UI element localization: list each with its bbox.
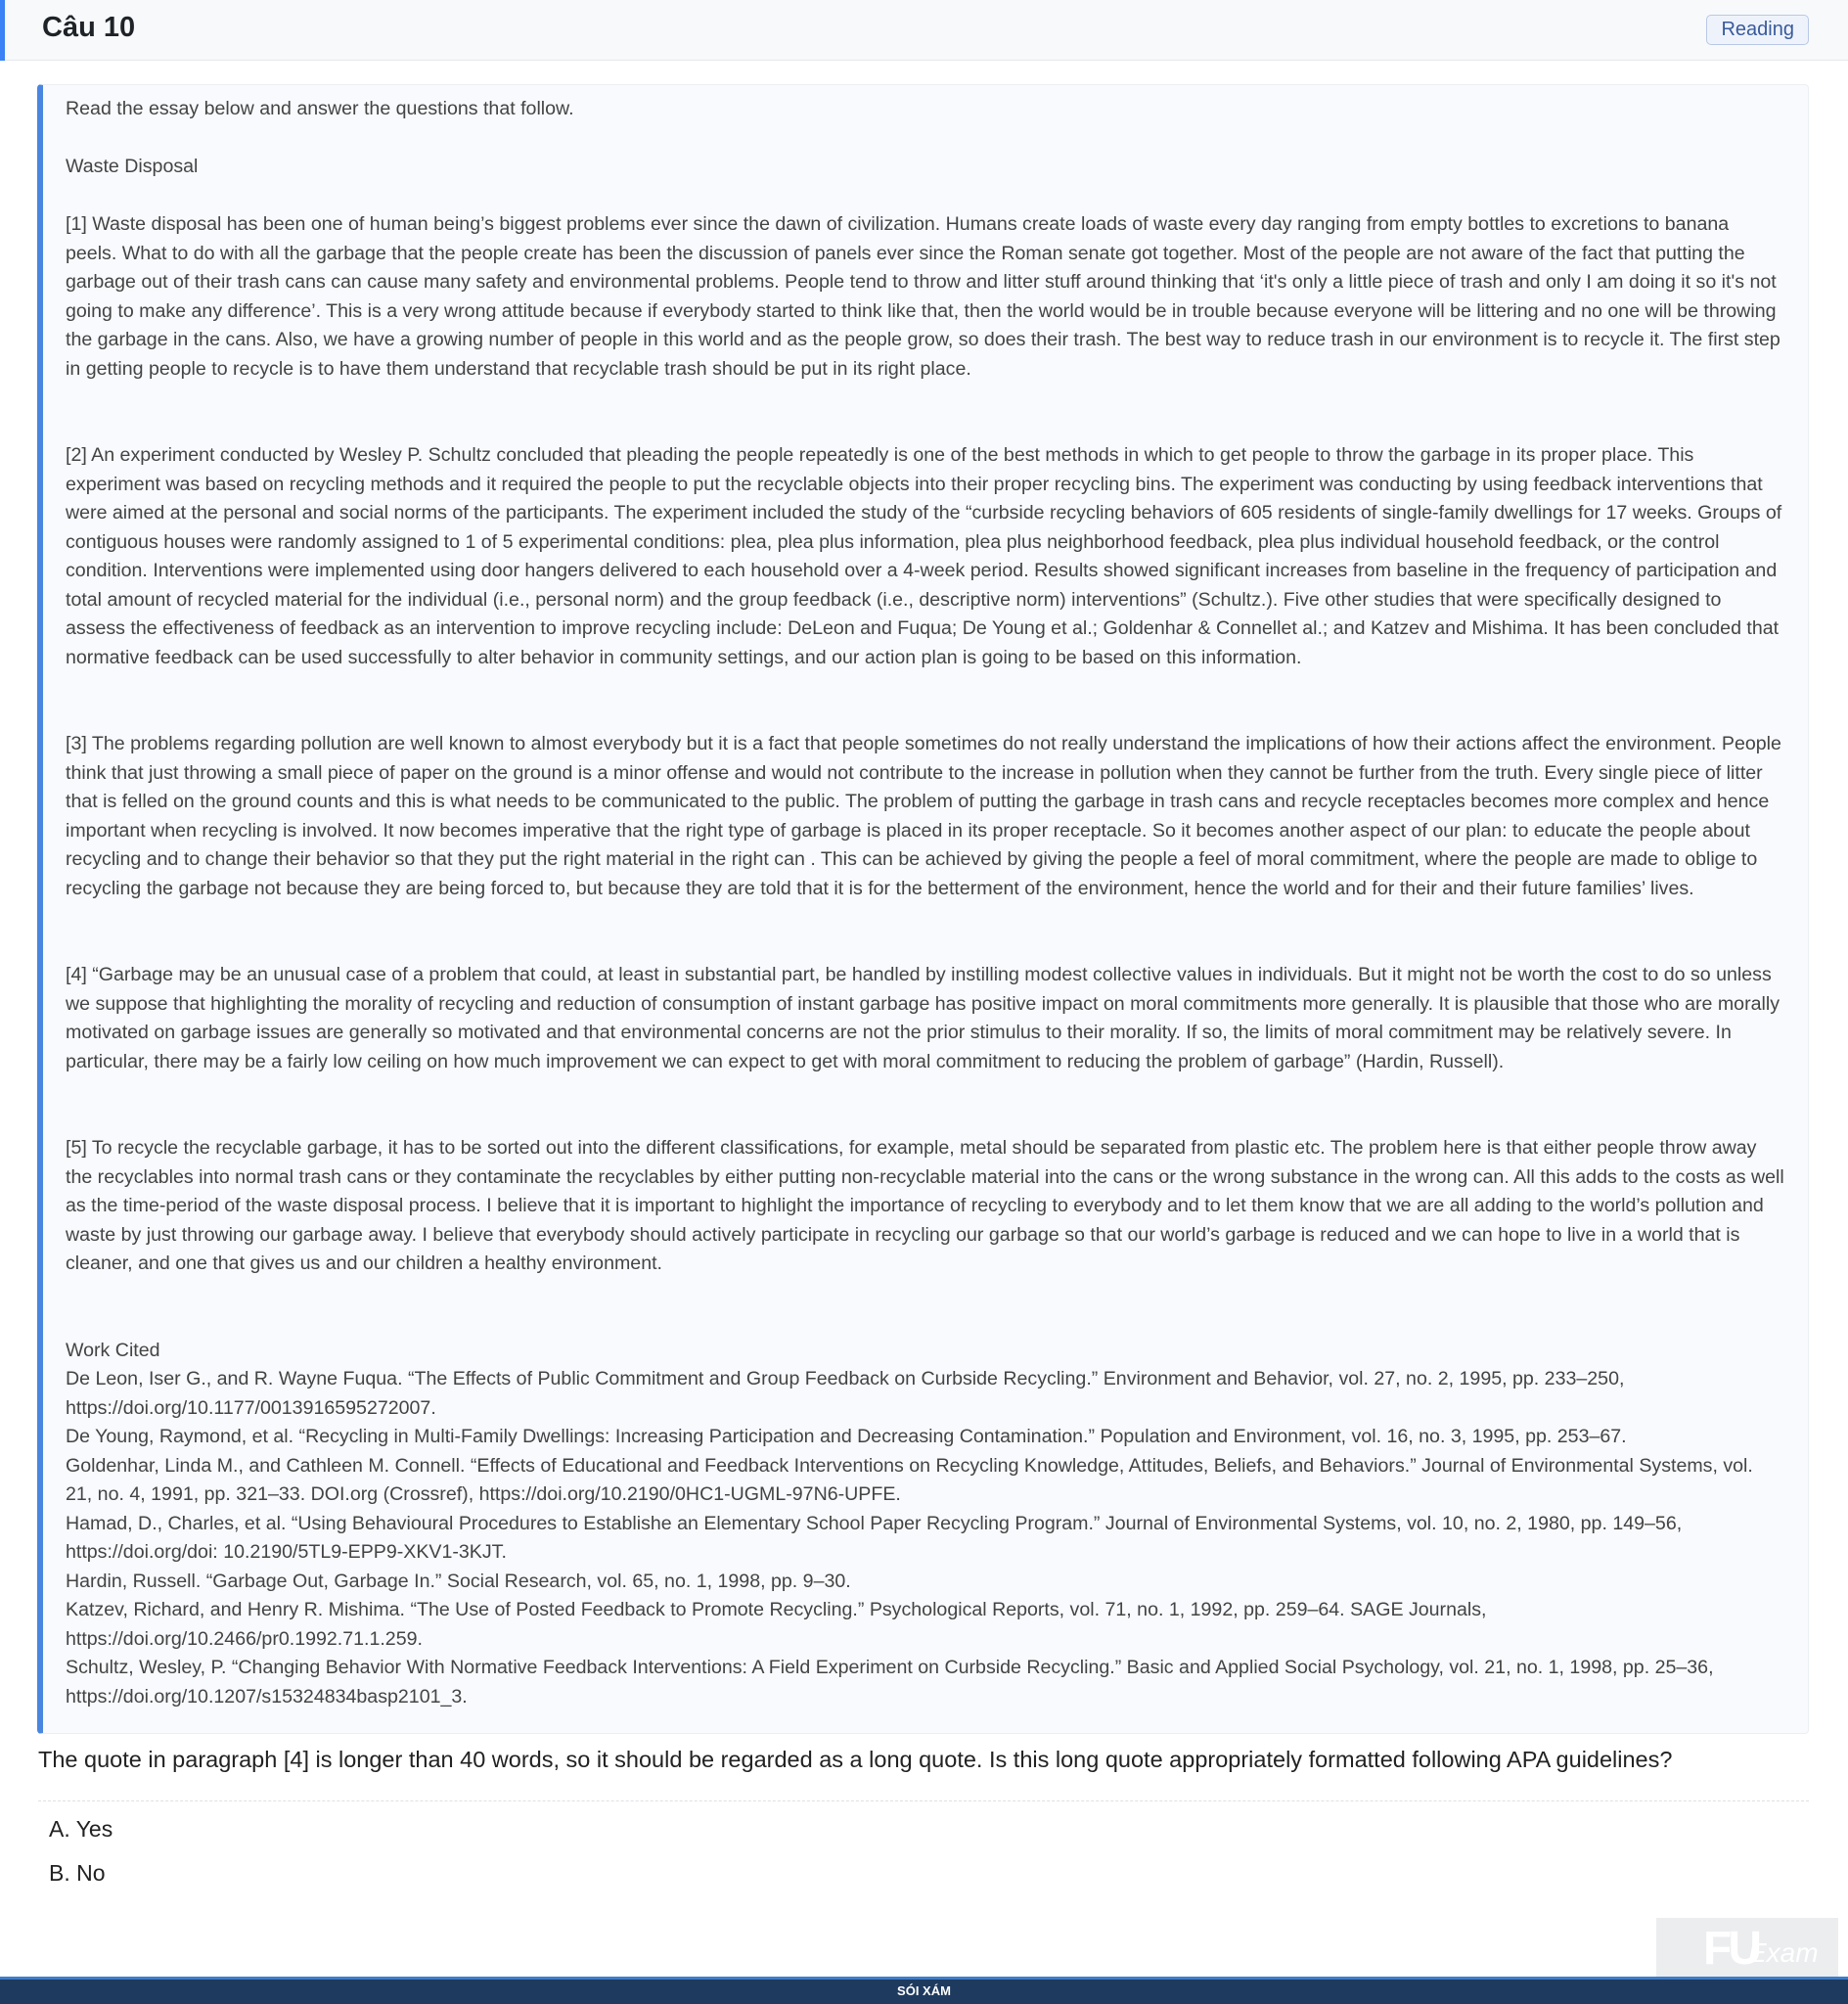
citation-item: Goldenhar, Linda M., and Cathleen M. Connell. “Effects of Educational and Feedback Interventions on Recycling Knowledge, Attitudes, Beliefs, and Behaviors.” Journal of Environmental Systems, vol. 21, no. 4, 1991, pp. 321–33. DOI.org (Crossref), https://doi.org/10.2190/0HC1-UGML-97N6-UPFE. <box>66 1454 1753 1505</box>
category-badge: Reading <box>1706 15 1809 45</box>
works-cited-heading: Work Cited <box>66 1339 160 1361</box>
essay-title: Waste Disposal <box>66 156 199 177</box>
paragraph-3: [3] The problems regarding pollution are well known to almost everybody but it is a fact that people sometimes do not really understand the implications of how their actions affect the environment. People think that just throwing a small piece of paper on the ground is a minor offense and would not contribute to the increase in pollution when they cannot be further from the truth. Every single piece of litter that is felled on the ground counts and this is what needs to be communicated to the public. The problem of putting the garbage in trash cans and recycle receptacles becomes more complex and hence important when recycling is involved. It now becomes imperative that the right type of garbage is placed in its proper receptacle. So it becomes another aspect of our plan: to educate the people about recycling and to change their behavior so that they put the right material in the right can . This can be achieved by giving the people a feel of moral commitment, where the people are made to oblige to recycling the garbage not because they are being forced to, but because they are told that it is for the betterment of the environment, hence the world and for their and their future families’ lives. <box>66 733 1781 899</box>
citation-item: Hardin, Russell. “Garbage Out, Garbage In.” Social Research, vol. 65, no. 1, 1998, pp. 9–30. <box>66 1570 851 1592</box>
citation-item: De Leon, Iser G., and R. Wayne Fuqua. “The Effects of Public Commitment and Group Feedback on Curbside Recycling.” Environment and Behavior, vol. 27, no. 2, 1995, pp. 233–250, https://doi.org/10.1177/0013916595272007. <box>66 1368 1625 1419</box>
watermark-logo-text: Exam <box>1748 1937 1819 1968</box>
paragraph-5: [5] To recycle the recyclable garbage, it has to be sorted out into the different classifications, for example, metal should be separated from plastic etc. The problem here is that either people throw away the recyclables into normal trash cans or they contaminate the recyclables by either putting non-recyclable material into the cans or the wrong substance in the wrong can. All this adds to the costs as well as the time-period of the waste disposal process. I believe that it is important to highlight the importance of recycling to everybody and to let them know that we are all adding to the world’s pollution and waste by just throwing our garbage away. I believe that everybody should actively participate in recycling our garbage so that our world’s garbage is reduced and we can hope to live in a world that is cleaner, and one that gives us and our children a healthy environment. <box>66 1137 1784 1274</box>
footer-bar <box>0 1977 1848 2004</box>
paragraph-2: [2] An experiment conducted by Wesley P. Schultz concluded that pleading the people repeatedly is one of the best methods in which to get people to throw the garbage in its proper place. This experiment was based on recycling methods and it required the people to put the recyclable objects into their proper recycling bins. The experiment was conducting by using feedback interventions that were aimed at the personal and social norms of the participants. The experiment included the study of the “curbside recycling behaviors of 605 residents of single-family dwellings for 17 weeks. Groups of contiguous houses were randomly assigned to 1 of 5 experimental conditions: plea, plea plus information, plea plus neighborhood feedback, plea plus individual household feedback, or the control condition. Interventions were implemented using door hangers delivered to each household over a 4-week period. Results showed significant increases from baseline in the frequency of participation and total amount of recycled material for the individual (i.e., personal norm) and the group feedback (i.e., descriptive norm) interventions” (Schultz.). Five other studies that were specifically designed to assess the effectiveness of feedback as an intervention to improve recycling include: DeLeon and Fuqua; De Young et al.; Goldenhar & Connellet al.; and Katzev and Mishima. It has been concluded that normative feedback can be used successfully to alter behavior in community settings, and our action plan is going to be based on this information. <box>66 444 1782 668</box>
answer-option-a[interactable]: A. Yes <box>49 1816 113 1842</box>
question-text: The quote in paragraph [4] is longer than 40 words, so it should be regarded as a long quote. Is this long quote appropriately formatted following APA guidelines? <box>38 1747 1673 1772</box>
question-divider <box>38 1800 1809 1801</box>
citation-item: Katzev, Richard, and Henry R. Mishima. “The Use of Posted Feedback to Promote Recycling.” Psychological Reports, vol. 71, no. 1, 1992, pp. 259–64. SAGE Journals, https://doi.org/10.2466/pr0.1992.71.1.259. <box>66 1599 1487 1650</box>
question-title: Câu 10 <box>42 12 136 43</box>
footer-text: SÓI XÁM <box>897 1983 951 1998</box>
header-accent-bar <box>0 0 5 61</box>
citation-item: Hamad, D., Charles, et al. “Using Behavioural Procedures to Establishe an Elementary School Paper Recycling Program.” Journal of Environmental Systems, vol. 10, no. 2, 1980, pp. 149–56, https://doi.org/doi: 10.2190/5TL9-EPP9-XKV1-3KJT. <box>66 1512 1683 1563</box>
answer-option-b[interactable]: B. No <box>49 1860 106 1886</box>
reading-passage <box>37 84 1809 1734</box>
paragraph-4: [4] “Garbage may be an unusual case of a problem that could, at least in substantial part, be handled by instilling modest collective values in individuals. But it might not be worth the cost to do so unless we suppose that highlighting the morality of recycling and reduction of consumption of instant garbage has positive impact on moral commitments more generally. It is plausible that those who are morally motivated on garbage issues are generally so motivated and that environmental concerns are not the prior stimulus to their morality. If so, the limits of moral commitment may be relatively severe. In particular, there may be a fairly low ceiling on how much improvement we can expect to get with moral commitment to reducing the problem of garbage” (Hardin, Russell). <box>66 964 1780 1072</box>
passage-intro: Read the essay below and answer the questions that follow. <box>66 98 574 119</box>
citation-item: De Young, Raymond, et al. “Recycling in Multi-Family Dwellings: Increasing Participation and Decreasing Contamination.” Population and Environment, vol. 16, no. 3, 1995, pp. 253–67. <box>66 1426 1627 1447</box>
watermark-logo-letters: FU <box>1703 1923 1758 1975</box>
question-header <box>0 0 1848 61</box>
paragraph-1: [1] Waste disposal has been one of human being’s biggest problems ever since the dawn of civilization. Humans create loads of waste every day ranging from empty bottles to excretions to banana peels. What to do with all the garbage that the people create has been the discussion of panels ever since the Roman senate got together. Most of the people are not aware of the fact that putting the garbage out of their trash cans can cause many safety and environmental problems. People tend to throw and litter stuff around thinking that ‘it's only a little piece of trash and only I am doing it so it's not going to make any difference’. This is a very wrong attitude because if everybody started to think like that, then the world would be in trouble because everyone will be littering and no one will be throwing the garbage in the cans. Also, we have a growing number of people in this world and as the people grow, so does their trash. The best way to reduce trash in our environment is to recycle it. The first step in getting people to recycle is to have them understand that recyclable trash should be put in its right place. <box>66 213 1780 380</box>
citation-item: Schultz, Wesley, P. “Changing Behavior With Normative Feedback Interventions: A Field Experiment on Curbside Recycling.” Basic and Applied Social Psychology, vol. 21, no. 1, 1998, pp. 25–36, https://doi.org/10.1207/s15324834basp2101_3. <box>66 1657 1714 1708</box>
